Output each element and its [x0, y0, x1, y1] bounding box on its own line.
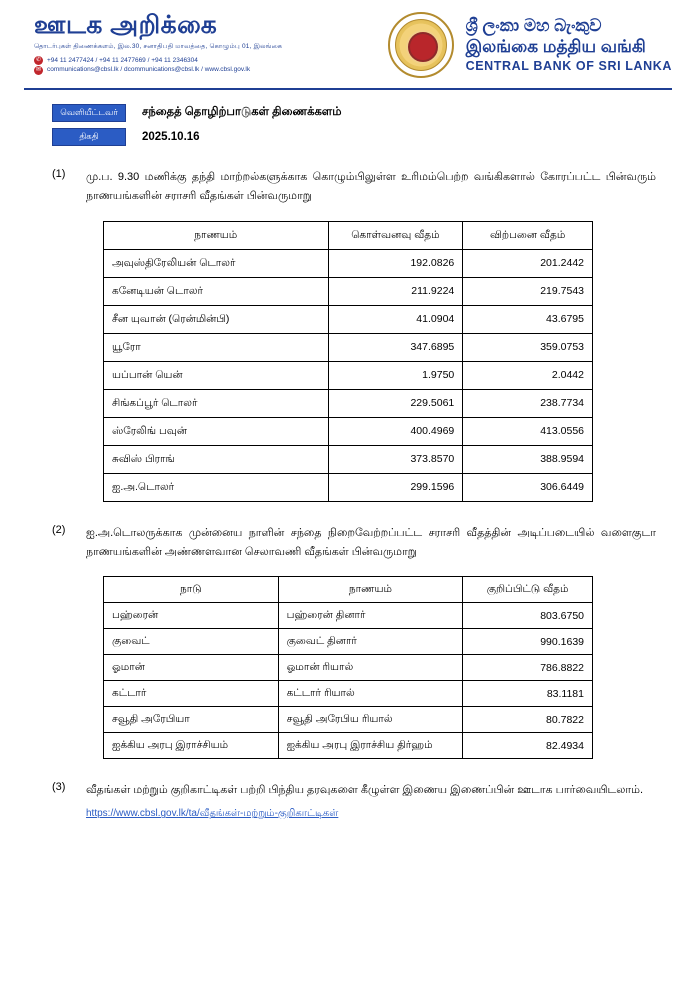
phone-row	[34, 56, 364, 66]
email-row	[34, 65, 364, 75]
bank-name-tamil: இலங்கை மத்திய வங்கி	[465, 37, 646, 57]
currency-name: சீன யுவான் (ரென்மின்பி)	[104, 305, 329, 333]
currency-name: ஸ்ரேலிங் பவுன்	[104, 417, 329, 445]
section-3-number: (3)	[52, 781, 66, 793]
selling-rate: 413.0556	[463, 417, 593, 445]
gulf-currency-table	[103, 576, 593, 759]
envelope-icon: ✉	[35, 66, 42, 73]
country-name: குவைட்	[104, 629, 279, 655]
currency-name: சுவிஸ் பிராங்	[104, 445, 329, 473]
rates-indicators-link[interactable]: https://www.cbsl.gov.lk/ta/வீதங்கள்-மற்றும்-குறிகாட்டிகள்	[86, 808, 339, 820]
selling-rate: 359.0753	[463, 333, 593, 361]
country-name: சவூதி அரேபியா	[104, 707, 279, 733]
document-header	[0, 0, 696, 84]
col-indicative-rate: குறிப்பிட்டு வீதம்	[463, 577, 593, 603]
table-row	[104, 707, 593, 733]
bank-name-english: CENTRAL BANK OF SRI LANKA	[465, 59, 672, 74]
indicative-rate: 83.1181	[463, 681, 593, 707]
section-2-number: (2)	[52, 523, 66, 536]
table-row	[104, 473, 593, 501]
bank-name-sinhala: ශ්‍රී ලංකා මහ බැංකුව	[465, 15, 602, 35]
section-2-text: ஐ.அ.டொலருக்காக முன்னைய நாளின் சந்தை நிறைவேற்றப்பட்ட சராசரி வீதத்தின் அடிப்படையில் வளைகுடா நாணயங்களின் அண்ணளவான செலாவணி வீதங்கள் பின்வருமாறு	[86, 526, 656, 558]
header-right-block	[388, 12, 672, 78]
header-contact-block	[34, 56, 364, 76]
table-row	[104, 603, 593, 629]
release-label: வெளியீட்டவர்	[52, 104, 126, 122]
table-row	[104, 249, 593, 277]
table-row	[104, 305, 593, 333]
release-value: சந்தைத் தொழிற்பாடுகள் திணைக்களம்	[142, 106, 342, 118]
section-1	[52, 168, 656, 207]
phone-numbers: +94 11 2477424 / +94 11 2477669 / +94 11 2346304	[47, 56, 198, 64]
selling-rate: 201.2442	[463, 249, 593, 277]
selling-rate: 306.6449	[463, 473, 593, 501]
exchange-rates-table	[103, 221, 593, 502]
buying-rate: 229.5061	[328, 389, 463, 417]
table-header-row	[104, 577, 593, 603]
section-2	[52, 524, 656, 563]
email-addresses: communications@cbsl.lk / dcommunications@cbsl.lk / www.cbsl.gov.lk	[47, 66, 251, 74]
selling-rate: 238.7734	[463, 389, 593, 417]
currency-name: ஐ.அ.டொலர்	[104, 473, 329, 501]
table-row	[104, 655, 593, 681]
table-header-row	[104, 221, 593, 249]
buying-rate: 299.1596	[328, 473, 463, 501]
selling-rate: 2.0442	[463, 361, 593, 389]
table-row	[104, 277, 593, 305]
selling-rate: 388.9594	[463, 445, 593, 473]
table-row	[104, 333, 593, 361]
currency-name: சவூதி அரேபிய ரியால்	[278, 707, 463, 733]
header-divider	[24, 88, 672, 90]
currency-name: அவுஸ்திரேலியன் டொலர்	[104, 249, 329, 277]
country-name: பஹ்ரைன்	[104, 603, 279, 629]
table-row	[104, 445, 593, 473]
currency-name: பஹ்ரைன் தினார்	[278, 603, 463, 629]
section-1-text: மு.ப. 9.30 மணிக்கு தந்தி மாற்றல்களுக்காக கொழும்பிலுள்ள உரிமம்பெற்ற வங்கிகளால் கோரப்பட்ட பின்வரும் நாணயங்களின் சராசரி வீதங்கள் பின்வருமாறு	[86, 171, 656, 203]
media-release-title: ஊடக அறிக்கை	[34, 11, 218, 39]
department-address: தொடர்புகள் திணைக்களம், இல.30, சனாதிபதி மாவத்தை, கொழும்பு 01, இலங்கை	[34, 42, 283, 50]
country-name: ஐக்கிய அரபு இராச்சியம்	[104, 733, 279, 759]
currency-name: ஐக்கிய அரபு இராச்சிய திர்ஹம்	[278, 733, 463, 759]
section-3	[52, 781, 656, 800]
table-row	[104, 733, 593, 759]
table-row	[104, 629, 593, 655]
date-value: 2025.10.16	[142, 131, 200, 143]
currency-name: குவைட் தினார்	[278, 629, 463, 655]
currency-name: யூரோ	[104, 333, 329, 361]
section-1-number: (1)	[52, 168, 66, 180]
country-name: ஓமான்	[104, 655, 279, 681]
currency-name: கட்டார் ரியால்	[278, 681, 463, 707]
buying-rate: 400.4969	[328, 417, 463, 445]
header-left-block	[34, 12, 364, 75]
meta-block	[52, 104, 696, 146]
date-label: திகதி	[52, 128, 126, 146]
col-buying-rate: கொள்வனவு வீதம்	[328, 221, 463, 249]
buying-rate: 192.0826	[328, 249, 463, 277]
indicative-rate: 803.6750	[463, 603, 593, 629]
table-row	[104, 361, 593, 389]
col-selling-rate: விற்பனை வீதம்	[463, 221, 593, 249]
selling-rate: 43.6795	[463, 305, 593, 333]
currency-name: ஓமான் ரியால்	[278, 655, 463, 681]
indicative-rate: 80.7822	[463, 707, 593, 733]
col-currency: நாணயம்	[104, 221, 329, 249]
currency-name: யப்பான் யென்	[104, 361, 329, 389]
currency-name: சிங்கப்பூர் டொலர்	[104, 389, 329, 417]
buying-rate: 41.0904	[328, 305, 463, 333]
buying-rate: 373.8570	[328, 445, 463, 473]
indicative-rate: 82.4934	[463, 733, 593, 759]
date-row	[52, 128, 696, 146]
indicative-rate: 990.1639	[463, 629, 593, 655]
indicative-rate: 786.8822	[463, 655, 593, 681]
bank-name-block	[466, 15, 672, 75]
table-row	[104, 417, 593, 445]
table-row	[104, 681, 593, 707]
country-name: கட்டார்	[104, 681, 279, 707]
selling-rate: 219.7543	[463, 277, 593, 305]
col-currency: நாணயம்	[278, 577, 463, 603]
buying-rate: 347.6895	[328, 333, 463, 361]
section-3-text: வீதங்கள் மற்றும் குறிகாட்டிகள் பற்றி பிந்திய தரவுகளை கீழுள்ள இணைய இணைப்பின் ஊடாக பார்வையிடலாம்.	[86, 784, 644, 796]
cbsl-emblem-icon	[388, 12, 454, 78]
reference-link-line	[86, 808, 656, 820]
col-country: நாடு	[104, 577, 279, 603]
phone-icon: ✆	[35, 56, 42, 63]
table-row	[104, 389, 593, 417]
buying-rate: 211.9224	[328, 277, 463, 305]
release-row	[52, 104, 696, 122]
currency-name: கனேடியன் டொலர்	[104, 277, 329, 305]
buying-rate: 1.9750	[328, 361, 463, 389]
